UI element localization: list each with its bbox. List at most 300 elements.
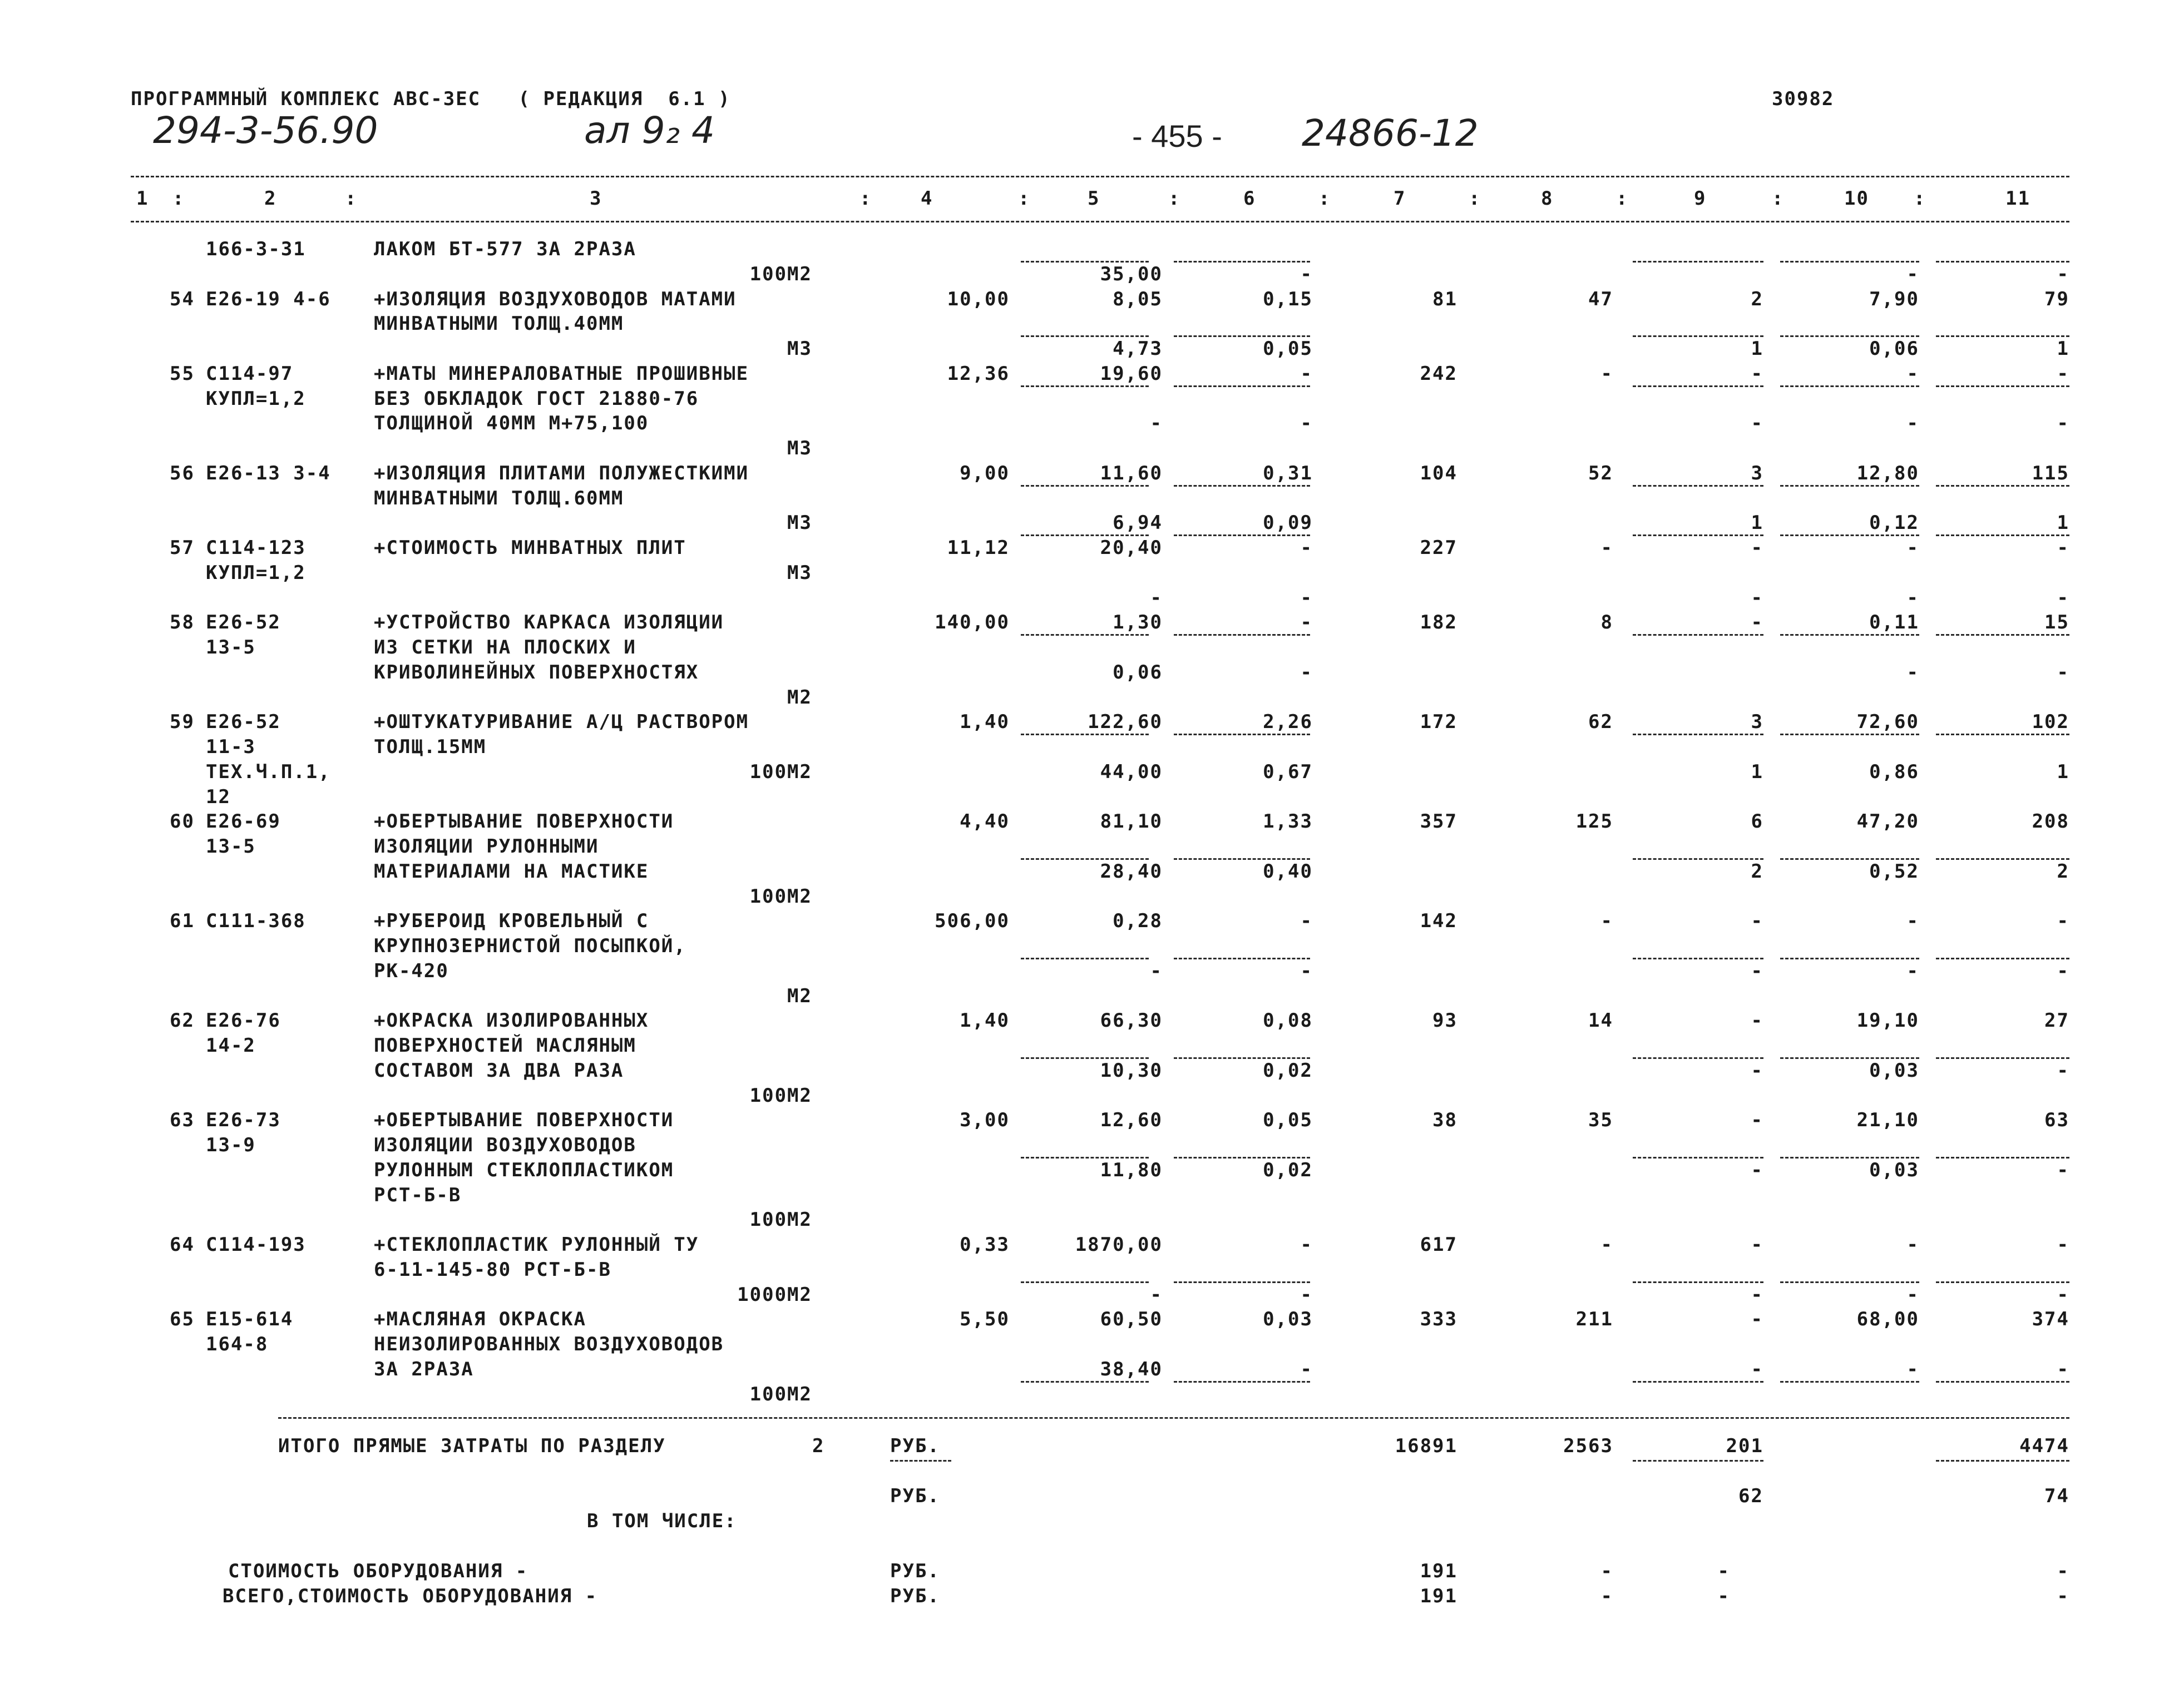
summary-section-number: 2 (812, 1435, 825, 1457)
cell-c4: 10,00 (947, 288, 1010, 310)
cell-c6: - (1300, 661, 1313, 684)
cell-c9: 1 (1751, 760, 1763, 783)
cell-c11: - (2057, 362, 2069, 385)
cell-c9: 6 (1751, 810, 1763, 833)
cell-c1: 64 (170, 1234, 195, 1256)
cell-c9: - (1751, 611, 1763, 634)
cell-c3: КРИВОЛИНЕЙНЫХ ПОВЕРХНОСТЯХ (374, 661, 699, 684)
cell-c4: 5,50 (960, 1308, 1010, 1331)
cell-c6: 0,03 (1263, 1308, 1313, 1331)
cell-rule (1633, 858, 1763, 860)
cell-rule (1780, 1057, 1919, 1059)
cell-c3: РСТ-Б-В (374, 1184, 462, 1206)
cell-c6: - (1300, 362, 1313, 385)
cell-rule (1780, 1281, 1919, 1283)
cell-c8: 14 (1588, 1009, 1613, 1032)
cell-rule (1021, 1057, 1149, 1059)
cell-c3u: 100М2 (749, 1084, 812, 1107)
cell-c4: 1,40 (960, 711, 1010, 734)
equipment-cost-col11: - (2057, 1560, 2069, 1582)
cell-c5: - (1150, 959, 1163, 982)
cell-c11: - (2057, 586, 2069, 609)
handwritten-album-number: ал 9₂ 4 (584, 109, 715, 152)
column-header-3: 3 (590, 187, 602, 210)
cell-c8: - (1600, 537, 1613, 559)
cell-c3u: 100М2 (749, 1209, 812, 1231)
column-header-6: 6 (1243, 187, 1256, 210)
handwritten-sheet-number: 24866-12 (1302, 112, 1479, 155)
equipment-cost-label: СТОИМОСТЬ ОБОРУДОВАНИЯ - (228, 1560, 528, 1582)
cell-rule (1021, 1381, 1149, 1383)
cell-rule (1174, 485, 1310, 487)
cell-c5: 11,80 (1100, 1159, 1163, 1181)
column-separator: : (1914, 187, 1926, 210)
cell-c3: РУЛОННЫМ СТЕКЛОПЛАСТИКОМ (374, 1159, 674, 1181)
cell-c3: +ОБЕРТЫВАНИЕ ПОВЕРХНОСТИ (374, 810, 674, 833)
cell-c6: 0,40 (1263, 860, 1313, 883)
cell-c2: 13-9 (206, 1134, 256, 1156)
cell-c6: 0,02 (1263, 1059, 1313, 1082)
cell-rule (1936, 1057, 2069, 1059)
cell-c9: - (1751, 586, 1763, 609)
cell-c8: - (1600, 362, 1613, 385)
summary-title: ИТОГО ПРЯМЫЕ ЗАТРАТЫ ПО РАЗДЕЛУ (278, 1435, 666, 1457)
cell-rule (1633, 1381, 1763, 1383)
cell-c10: 0,86 (1869, 760, 1919, 783)
cell-c6: 0,05 (1263, 1109, 1313, 1132)
cell-c6: 0,67 (1263, 760, 1313, 783)
cell-rule (1936, 534, 2069, 536)
cell-c8: 8 (1600, 611, 1613, 634)
cell-c9: - (1751, 1059, 1763, 1082)
summary-unit-2: РУБ. (890, 1485, 940, 1507)
cell-c5: 20,40 (1100, 537, 1163, 559)
cell-rule (1633, 1281, 1763, 1283)
cell-c11: 115 (2032, 462, 2069, 484)
cell-c9: 1 (1751, 512, 1763, 534)
cell-c10: - (1906, 1358, 1919, 1380)
cell-c9: 3 (1751, 462, 1763, 484)
cell-c2: Е26-76 (206, 1009, 281, 1032)
cell-c7: 333 (1420, 1308, 1457, 1331)
cell-c3: ИЗ СЕТКИ НА ПЛОСКИХ И (374, 636, 636, 659)
cell-c11: - (2057, 1283, 2069, 1306)
cell-rule (1021, 634, 1149, 636)
including-label: В ТОМ ЧИСЛЕ: (587, 1510, 737, 1532)
cell-c9: - (1751, 1283, 1763, 1306)
cell-c8: 52 (1588, 462, 1613, 484)
cell-c8: - (1600, 910, 1613, 933)
cell-c3: МАТЕРИАЛАМИ НА МАСТИКЕ (374, 860, 649, 883)
cell-rule (1633, 958, 1763, 959)
cell-c6: - (1300, 959, 1313, 982)
cell-rule (1174, 734, 1310, 735)
cell-c8: 62 (1588, 711, 1613, 734)
cell-c6: 0,31 (1263, 462, 1313, 484)
cell-c6: 0,05 (1263, 338, 1313, 360)
cell-rule (1174, 634, 1310, 636)
summary-col8: 2563 (1563, 1435, 1613, 1457)
handwritten-project-number: 294-3-56.90 (153, 109, 378, 152)
column-separator: : (1772, 187, 1785, 210)
cell-rule (1174, 335, 1310, 337)
cell-c10: - (1906, 537, 1919, 559)
cell-c10: 0,12 (1869, 512, 1919, 534)
cell-c2: ТЕХ.Ч.П.1, (206, 760, 331, 783)
cell-rule (1021, 534, 1149, 536)
cell-c10: 0,11 (1869, 611, 1919, 634)
cell-c3u: М3 (787, 512, 812, 534)
cell-rule (1021, 958, 1149, 959)
cell-rule (1174, 1281, 1310, 1283)
cell-c9: - (1751, 959, 1763, 982)
cell-c2: С111-368 (206, 910, 306, 933)
cell-c11: 15 (2044, 611, 2069, 634)
cell-c11: - (2057, 1234, 2069, 1256)
cell-c11: 208 (2032, 810, 2069, 833)
cell-c2: 13-5 (206, 636, 256, 659)
cell-c1: 60 (170, 810, 195, 833)
cell-c4: 11,12 (947, 537, 1010, 559)
cell-c2: Е26-19 4-6 (206, 288, 331, 310)
cell-c5: 38,40 (1100, 1358, 1163, 1380)
cell-c2: КУПЛ=1,2 (206, 561, 306, 584)
cell-rule (1633, 485, 1763, 487)
column-header-2: 2 (264, 187, 277, 210)
cell-c11: - (2057, 661, 2069, 684)
cell-c3: +РУБЕРОИД КРОВЕЛЬНЫЙ С (374, 910, 649, 933)
cell-c5: 19,60 (1100, 362, 1163, 385)
cell-c7: 617 (1420, 1234, 1457, 1256)
cell-c5: 122,60 (1088, 711, 1163, 734)
cell-c8: 211 (1575, 1308, 1613, 1331)
cell-c1: 56 (170, 462, 195, 484)
cell-rule (1633, 634, 1763, 636)
cell-c11: - (2057, 537, 2069, 559)
cell-c11: 102 (2032, 711, 2069, 734)
cell-c3: +ИЗОЛЯЦИЯ ВОЗДУХОВОДОВ МАТАМИ (374, 288, 737, 310)
cell-c3u: М3 (787, 437, 812, 459)
cell-c3u: 100М2 (749, 760, 812, 783)
cell-c10: - (1906, 263, 1919, 285)
cell-c4: 0,33 (960, 1234, 1010, 1256)
cell-c11: 27 (2044, 1009, 2069, 1032)
cell-c10: - (1906, 362, 1919, 385)
cell-c6: - (1300, 1283, 1313, 1306)
cell-rule (1780, 1157, 1919, 1159)
cell-c5: 1,30 (1113, 611, 1163, 634)
cell-c3u: М3 (787, 561, 812, 584)
cell-c3: ИЗОЛЯЦИИ РУЛОННЫМИ (374, 835, 599, 858)
cell-c5: 0,28 (1113, 910, 1163, 933)
cell-c11: - (2057, 959, 2069, 982)
cell-rule (1633, 335, 1763, 337)
cell-c3: БЕЗ ОБКЛАДОК ГОСТ 21880-76 (374, 387, 699, 410)
cell-c2: 13-5 (206, 835, 256, 858)
cell-c6: - (1300, 537, 1313, 559)
total-equipment-cost-col9: - (1717, 1585, 1730, 1607)
cell-c5: - (1150, 586, 1163, 609)
document-code: 30982 (1772, 88, 1835, 110)
summary-col7: 16891 (1395, 1435, 1457, 1457)
cell-c3: +МАСЛЯНАЯ ОКРАСКА (374, 1308, 586, 1331)
cell-rule (1633, 385, 1763, 387)
cell-c2: Е15-614 (206, 1308, 294, 1331)
cell-c2: Е26-69 (206, 810, 281, 833)
cell-c3u: 100М2 (749, 885, 812, 908)
column-separator: : (1168, 187, 1181, 210)
cell-c10: - (1906, 1234, 1919, 1256)
cell-c8: 47 (1588, 288, 1613, 310)
cell-c3: +ОШТУКАТУРИВАНИЕ А/Ц РАСТВОРОМ (374, 711, 749, 734)
cell-rule (1936, 1157, 2069, 1159)
cell-rule (1780, 335, 1919, 337)
cell-c10: - (1906, 412, 1919, 435)
program-title: ПРОГРАММНЫЙ КОМПЛЕКС АВС-3ЕС ( РЕДАКЦИЯ 6.1 ) (131, 88, 731, 110)
cell-c10: 0,03 (1869, 1059, 1919, 1082)
cell-c9: - (1751, 1358, 1763, 1380)
cell-c2: Е26-13 3-4 (206, 462, 331, 484)
cell-c3u: 1000М2 (737, 1283, 812, 1306)
cell-c3: +ИЗОЛЯЦИЯ ПЛИТАМИ ПОЛУЖЕСТКИМИ (374, 462, 749, 484)
cell-c3: ТОЛЩ.15ММ (374, 736, 487, 758)
cell-c6: - (1300, 412, 1313, 435)
cell-c5: 60,50 (1100, 1308, 1163, 1331)
cell-c10: 72,60 (1856, 711, 1919, 734)
cell-c3: +МАТЫ МИНЕРАЛОВАТНЫЕ ПРОШИВНЫЕ (374, 362, 749, 385)
cell-rule (1174, 261, 1310, 263)
cell-c2: 164-8 (206, 1333, 269, 1355)
equipment-cost-col7: 191 (1420, 1560, 1457, 1582)
column-header-10: 10 (1844, 187, 1869, 210)
cell-c5: 4,73 (1113, 338, 1163, 360)
cell-c7: 242 (1420, 362, 1457, 385)
cell-rule (1174, 858, 1310, 860)
cell-rule (1780, 858, 1919, 860)
cell-c5: 44,00 (1100, 760, 1163, 783)
column-header-1: 1 (136, 187, 149, 210)
cell-c11: - (2057, 1059, 2069, 1082)
cell-c10: 47,20 (1856, 810, 1919, 833)
cell-c9: 1 (1751, 338, 1763, 360)
cell-c3: МИНВАТНЫМИ ТОЛЩ.60ММ (374, 487, 624, 509)
summary-col9-2: 62 (1738, 1485, 1763, 1507)
cell-c4: 4,40 (960, 810, 1010, 833)
cell-c5: 8,05 (1113, 288, 1163, 310)
cell-c11: 1 (2057, 512, 2069, 534)
cell-c3u: 100М2 (749, 1383, 812, 1405)
cell-c5: 12,60 (1100, 1109, 1163, 1132)
cell-c3: РК-420 (374, 959, 449, 982)
cell-c5: 1870,00 (1075, 1234, 1163, 1256)
column-separator: : (1469, 187, 1481, 210)
cell-c3: +ОКРАСКА ИЗОЛИРОВАННЫХ (374, 1009, 649, 1032)
equipment-cost-col8: - (1600, 1560, 1613, 1582)
column-separator: : (1018, 187, 1031, 210)
cell-c3u: М2 (787, 686, 812, 709)
cell-c7: 104 (1420, 462, 1457, 484)
summary-unit: РУБ. (890, 1435, 940, 1457)
cell-c10: - (1906, 959, 1919, 982)
cell-c9: - (1751, 362, 1763, 385)
column-header-11: 11 (2005, 187, 2030, 210)
cell-c7: 182 (1420, 611, 1457, 634)
cell-c2: КУПЛ=1,2 (206, 387, 306, 410)
cell-c5: 35,00 (1100, 263, 1163, 285)
cell-rule (1936, 485, 2069, 487)
page-number: - 455 - (1132, 118, 1222, 154)
column-separator: : (1318, 187, 1331, 210)
total-equipment-cost-unit: РУБ. (890, 1585, 940, 1607)
cell-c8: 125 (1575, 810, 1613, 833)
cell-c4: 506,00 (935, 910, 1010, 933)
cell-c3: ПОВЕРХНОСТЕЙ МАСЛЯНЫМ (374, 1034, 636, 1057)
cell-c11: - (2057, 263, 2069, 285)
cell-c11: 1 (2057, 338, 2069, 360)
cell-c10: 19,10 (1856, 1009, 1919, 1032)
cell-c10: 0,52 (1869, 860, 1919, 883)
cell-c5: 81,10 (1100, 810, 1163, 833)
cell-c5: - (1150, 1283, 1163, 1306)
cell-rule (1780, 734, 1919, 735)
cell-c9: - (1751, 1308, 1763, 1331)
equipment-cost-col9: - (1717, 1560, 1730, 1582)
column-header-5: 5 (1088, 187, 1100, 210)
cell-rule (1021, 485, 1149, 487)
cell-c9: - (1751, 1159, 1763, 1181)
cell-c10: - (1906, 586, 1919, 609)
cell-c11: 63 (2044, 1109, 2069, 1132)
cell-c10: 0,03 (1869, 1159, 1919, 1181)
cell-c11: 374 (2032, 1308, 2069, 1331)
cell-c9: 2 (1751, 860, 1763, 883)
cell-c9: - (1751, 1234, 1763, 1256)
cell-rule (1633, 534, 1763, 536)
cell-c5: 66,30 (1100, 1009, 1163, 1032)
cell-c6: - (1300, 910, 1313, 933)
cell-rule (1021, 335, 1149, 337)
cell-rule (1936, 385, 2069, 387)
cell-c9: 2 (1751, 288, 1763, 310)
cell-rule (1174, 1157, 1310, 1159)
column-separator: : (345, 187, 358, 210)
rule-header-bottom (131, 221, 2069, 222)
cell-c11: - (2057, 1358, 2069, 1380)
cell-c6: - (1300, 611, 1313, 634)
summary-col11-2: 74 (2044, 1485, 2069, 1507)
cell-rule (1174, 1381, 1310, 1383)
cell-c3: +ОБЕРТЫВАНИЕ ПОВЕРХНОСТИ (374, 1109, 674, 1132)
total-equipment-cost-label: ВСЕГО,СТОИМОСТЬ ОБОРУДОВАНИЯ - (223, 1585, 598, 1607)
cell-c3: ИЗОЛЯЦИИ ВОЗДУХОВОДОВ (374, 1134, 636, 1156)
cell-c7: 142 (1420, 910, 1457, 933)
cell-c2: 12 (206, 785, 231, 808)
rule-top (131, 176, 2069, 177)
cell-c2: Е26-52 (206, 711, 281, 734)
cell-c3: 6-11-145-80 РСТ-Б-В (374, 1258, 611, 1281)
cell-c10: 21,10 (1856, 1109, 1919, 1132)
cell-c4: 1,40 (960, 1009, 1010, 1032)
cell-c5: - (1150, 412, 1163, 435)
cell-c9: - (1751, 412, 1763, 435)
cell-c6: - (1300, 586, 1313, 609)
cell-rule (1936, 858, 2069, 860)
cell-rule (1936, 958, 2069, 959)
cell-rule (1633, 261, 1763, 263)
cell-c3: МИНВАТНЫМИ ТОЛЩ.40ММ (374, 313, 624, 335)
cell-c2: Е26-52 (206, 611, 281, 634)
cell-c7: 81 (1432, 288, 1457, 310)
cell-c10: 0,06 (1869, 338, 1919, 360)
cell-rule (1633, 1057, 1763, 1059)
cell-rule (1936, 335, 2069, 337)
cell-c4: 140,00 (935, 611, 1010, 634)
cell-c1: 58 (170, 611, 195, 634)
cell-c6: - (1300, 1234, 1313, 1256)
column-separator: : (859, 187, 872, 210)
column-header-8: 8 (1541, 187, 1554, 210)
cell-c1: 62 (170, 1009, 195, 1032)
cell-rule (1780, 534, 1919, 536)
cell-c2: Е26-73 (206, 1109, 281, 1132)
cell-c3: ТОЛЩИНОЙ 40ММ М+75,100 (374, 412, 649, 435)
cell-rule (1633, 734, 1763, 735)
cell-c10: 7,90 (1869, 288, 1919, 310)
cell-c5: 0,06 (1113, 661, 1163, 684)
cell-c9: - (1751, 1109, 1763, 1132)
rule-summary-top (278, 1417, 2069, 1419)
cell-rule (1021, 858, 1149, 860)
cell-rule (1936, 734, 2069, 735)
summary-unit-rule (890, 1460, 951, 1462)
cell-c5: 11,60 (1100, 462, 1163, 484)
cell-c7: 172 (1420, 711, 1457, 734)
column-header-9: 9 (1694, 187, 1707, 210)
total-equipment-cost-col8: - (1600, 1585, 1613, 1607)
cell-c3: ЛАКОМ БТ-577 ЗА 2РАЗА (374, 238, 636, 260)
cell-c1: 54 (170, 288, 195, 310)
cell-c11: - (2057, 412, 2069, 435)
cell-c6: - (1300, 1358, 1313, 1380)
cell-rule (1780, 958, 1919, 959)
cell-rule (1174, 534, 1310, 536)
cell-c5: 6,94 (1113, 512, 1163, 534)
cell-c11: - (2057, 1159, 2069, 1181)
cell-rule (1936, 1281, 2069, 1283)
column-header-4: 4 (921, 187, 933, 210)
summary-col11-rule (1936, 1460, 2069, 1462)
cell-rule (1021, 734, 1149, 735)
cell-c2: С114-193 (206, 1234, 306, 1256)
summary-col9: 201 (1726, 1435, 1763, 1457)
cell-c1: 65 (170, 1308, 195, 1331)
cell-c6: 0,08 (1263, 1009, 1313, 1032)
cell-rule (1021, 261, 1149, 263)
cell-rule (1021, 385, 1149, 387)
cell-c6: 1,33 (1263, 810, 1313, 833)
cell-rule (1780, 485, 1919, 487)
cell-c3: +УСТРОЙСТВО КАРКАСА ИЗОЛЯЦИИ (374, 611, 724, 634)
cell-c2: С114-123 (206, 537, 306, 559)
cell-c10: - (1906, 910, 1919, 933)
cell-rule (1174, 1057, 1310, 1059)
column-separator: : (172, 187, 185, 210)
cell-c8: - (1600, 1234, 1613, 1256)
cell-c3: НЕИЗОЛИРОВАННЫХ ВОЗДУХОВОДОВ (374, 1333, 724, 1355)
cell-c3: СОСТАВОМ ЗА ДВА РАЗА (374, 1059, 624, 1082)
cell-c7: 38 (1432, 1109, 1457, 1132)
cell-rule (1633, 1157, 1763, 1159)
